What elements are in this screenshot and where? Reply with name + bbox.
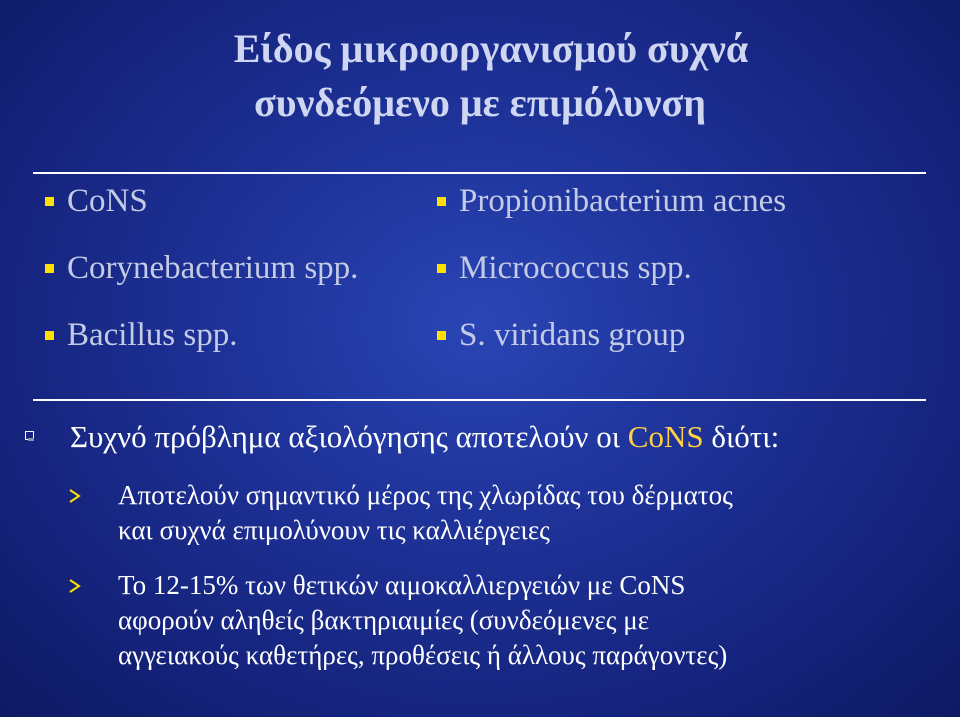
- square-bullet-icon: [437, 197, 446, 206]
- square-bullet-icon: [45, 264, 54, 273]
- arrow-bullet-icon: [68, 488, 82, 504]
- reason-item-1: [118, 478, 938, 548]
- square-bullet-icon: [437, 264, 446, 273]
- square-bullet-icon: [437, 331, 446, 340]
- organism-item: [45, 180, 358, 247]
- organism-item: [437, 314, 786, 381]
- organism-label: Bacillus spp.: [67, 317, 238, 353]
- bottom-divider: [33, 399, 926, 401]
- organism-item: [437, 247, 786, 314]
- reason-line: και συχνά επιμολύνουν τις καλλιέργειες: [118, 515, 550, 545]
- reason-item-2: [118, 568, 938, 673]
- reason-line: Αποτελούν σημαντικό μέρος της χλωρίδας του δέρματος: [118, 480, 733, 510]
- organism-label: Corynebacterium spp.: [67, 250, 359, 286]
- organism-item: [45, 314, 358, 381]
- organism-item: [45, 247, 358, 314]
- main-text-before: Συχνό πρόβλημα αξιολόγησης αποτελούν οι: [70, 419, 628, 454]
- cons-highlight: CoNS: [627, 419, 704, 454]
- organism-label: S. viridans group: [459, 317, 686, 353]
- square-bullet-icon: [45, 331, 54, 340]
- organism-list-right: [437, 180, 786, 381]
- slide-title: [0, 22, 960, 130]
- organism-label: CoNS: [67, 183, 148, 219]
- organism-list-left: [45, 180, 358, 381]
- checkbox-bullet-icon: [25, 431, 34, 440]
- slide-title-line-2: συνδεόμενο με επιμόλυνση: [254, 80, 706, 125]
- organism-label: Micrococcus spp.: [459, 250, 692, 286]
- reason-line: αφορούν αληθείς βακτηριαιμίες (συνδεόμενες με: [118, 605, 650, 635]
- organism-item: [437, 180, 786, 247]
- reason-line: αγγειακούς καθετήρες, προθέσεις ή άλλους παράγοντες): [118, 640, 728, 670]
- main-text-after: διότι:: [703, 419, 780, 454]
- reason-line: Το 12-15% των θετικών αιμοκαλλιεργειών με CoNS: [118, 570, 686, 600]
- main-statement-text: [70, 418, 779, 456]
- top-divider: [33, 172, 926, 174]
- organism-label: Propionibacterium acnes: [459, 183, 787, 219]
- square-bullet-icon: [45, 197, 54, 206]
- arrow-bullet-icon: [68, 578, 82, 594]
- slide-title-line-1: Είδος μικροοργανισμού συχνά: [233, 26, 749, 71]
